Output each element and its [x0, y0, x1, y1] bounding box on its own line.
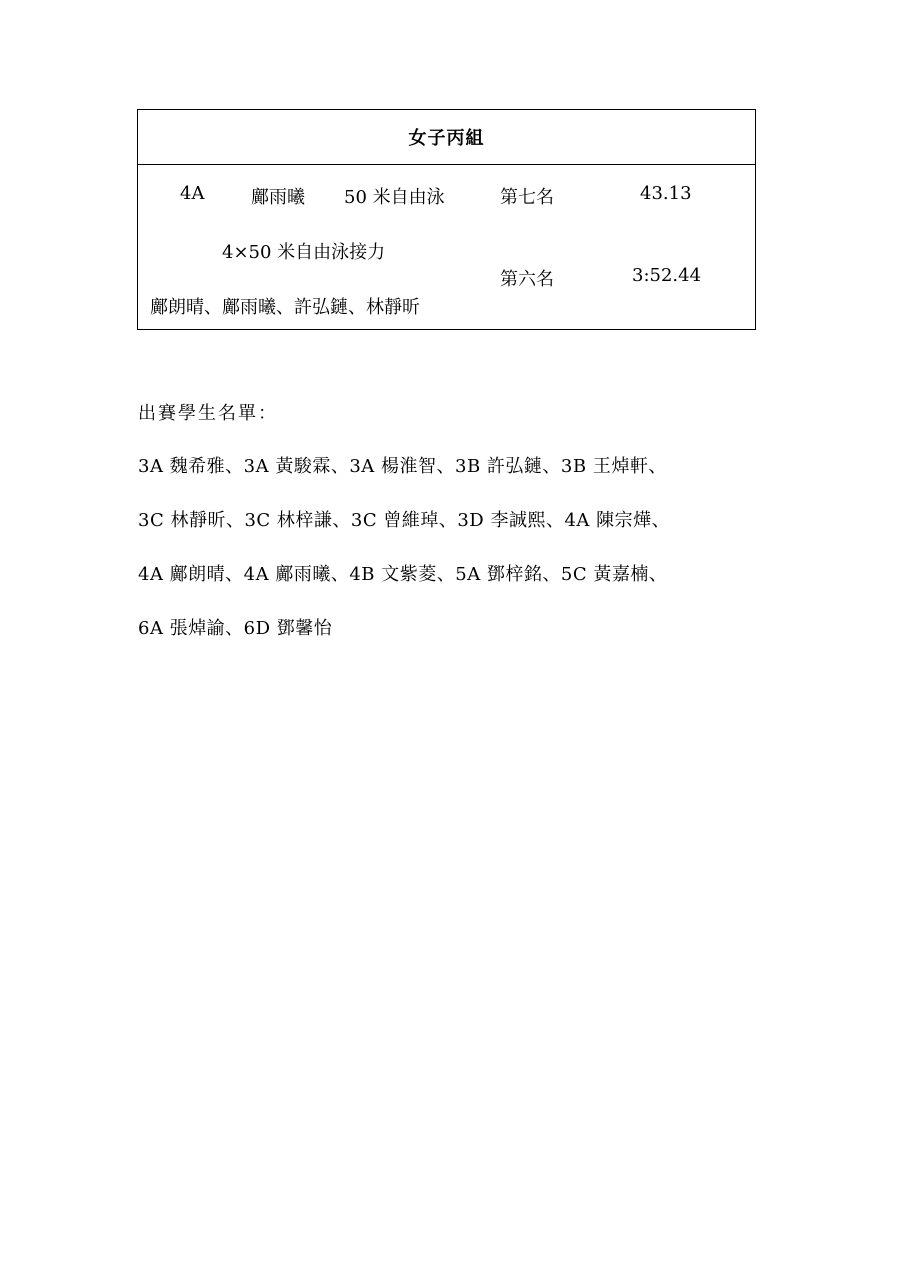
student-list-line: 3A 魏希雅、3A 黃駿霖、3A 楊淮智、3B 許弘鏈、3B 王焯軒、 — [138, 456, 667, 477]
group-title: 女子丙組 — [138, 110, 755, 165]
row1-event: 50 米自由泳 — [344, 187, 445, 208]
row1-class: 4A — [180, 183, 205, 204]
row2-place: 第六名 — [500, 269, 554, 290]
student-list-line: 6A 張焯諭、6D 鄧馨怡 — [138, 618, 333, 639]
results-table — [137, 109, 756, 330]
row1-place: 第七名 — [500, 187, 554, 208]
row2-team-members: 鄺朗晴、鄺雨曦、許弘鏈、林靜昕 — [150, 297, 420, 318]
row2-time: 3:52.44 — [632, 265, 702, 286]
row1-time: 43.13 — [640, 183, 692, 204]
row2-event: 4×50 米自由泳接力 — [222, 242, 386, 263]
student-list-section — [138, 398, 758, 669]
student-list-line: 3C 林靜昕、3C 林梓謙、3C 曾維琸、3D 李誠熙、4A 陳宗燁、 — [138, 510, 671, 531]
student-list-title: 出賽學生名單： — [138, 403, 278, 424]
student-list-line: 4A 鄺朗晴、4A 鄺雨曦、4B 文紫菱、5A 鄧梓銘、5C 黃嘉楠、 — [138, 564, 668, 585]
student-list — [138, 453, 758, 669]
row1-student-name: 鄺雨曦 — [251, 187, 305, 208]
